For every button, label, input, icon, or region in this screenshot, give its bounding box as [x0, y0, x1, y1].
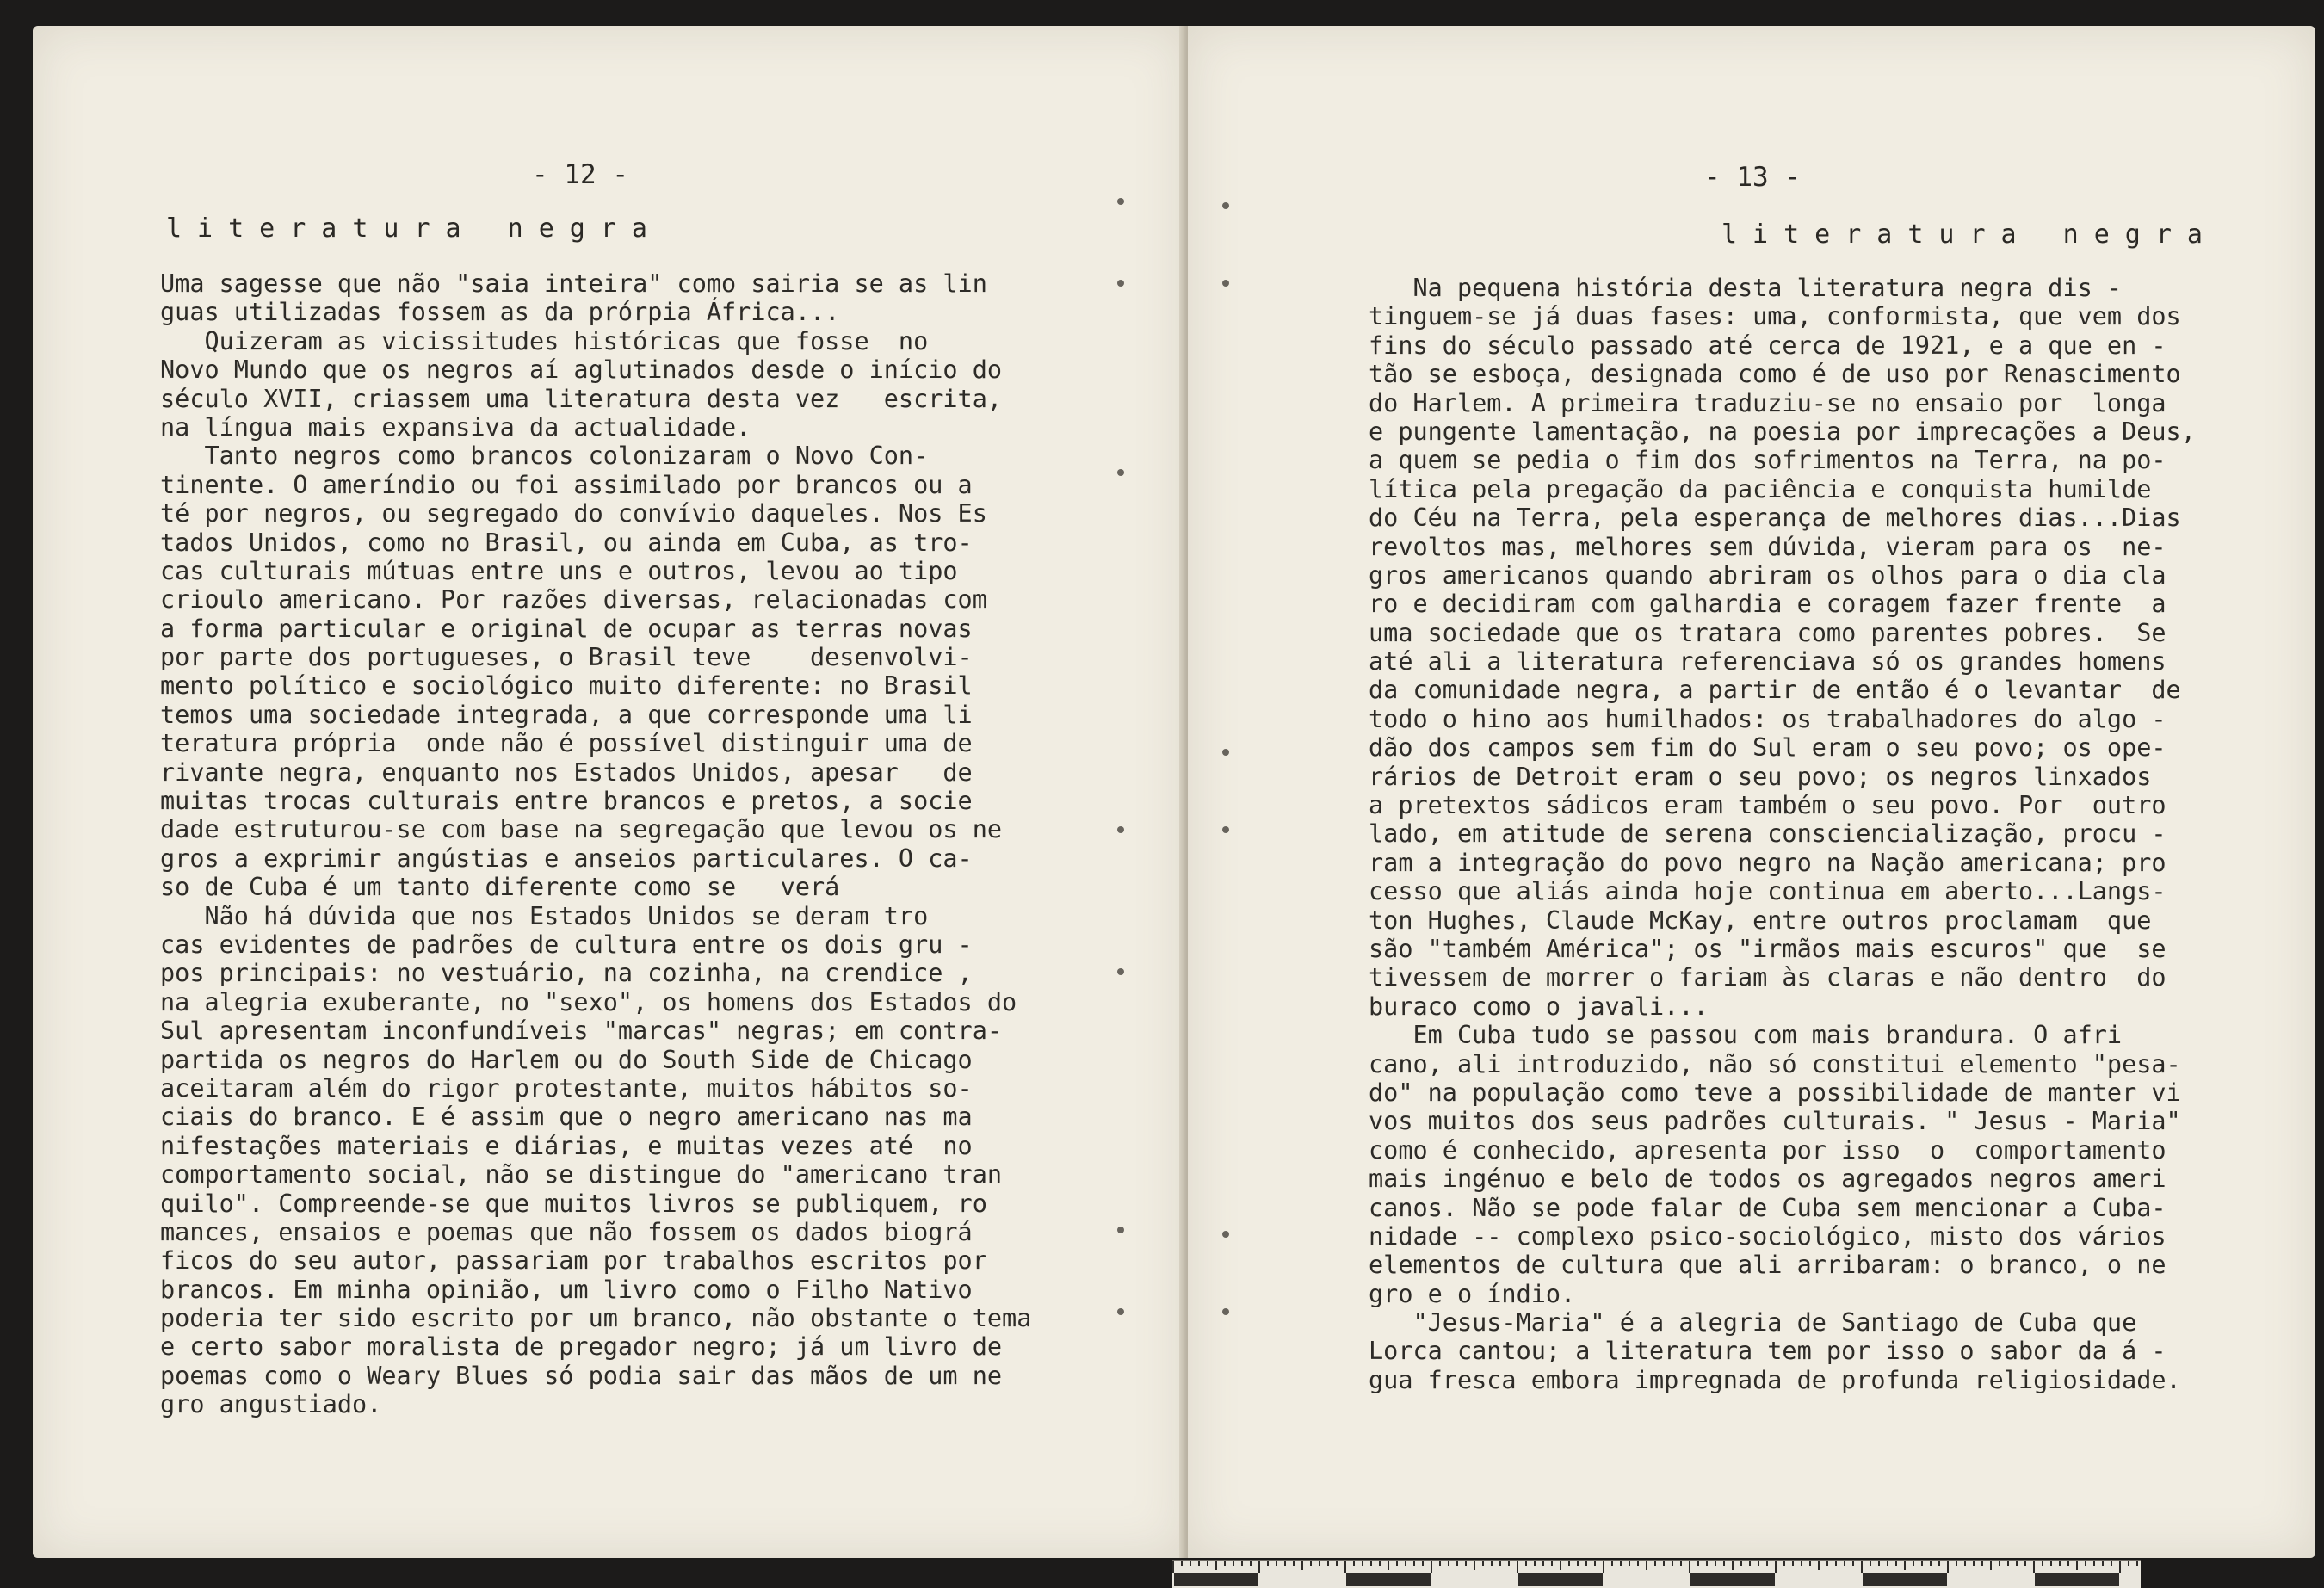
ruler-tick [1388, 1561, 1389, 1570]
ruler-tick [1258, 1561, 1260, 1573]
ruler-tick [1895, 1561, 1897, 1566]
ruler-tick [1319, 1561, 1320, 1566]
ruler-tick [1190, 1561, 1191, 1566]
text-line: dade estruturou-se com base na segregação que levou os ne [160, 815, 1003, 844]
ruler-tick [1620, 1561, 1622, 1566]
ruler-tick [2085, 1561, 2086, 1566]
text-line: partida os negros do Harlem ou do South Side de Chicago [160, 1045, 973, 1074]
ruler-tick [1672, 1561, 1673, 1566]
text-line: são "também América"; os "irmãos mais escuros" que se [1369, 934, 2166, 963]
ruler-tick [1990, 1561, 1992, 1570]
ruler-tick [1689, 1561, 1690, 1573]
ruler-tick [1525, 1561, 1527, 1566]
ruler-tick [1637, 1561, 1639, 1566]
ruler-tick [1594, 1561, 1596, 1566]
text-line: como é conhecido, apresenta por isso o comportamento [1369, 1135, 2166, 1165]
ruler-tick [2016, 1561, 2018, 1566]
text-line: vos muitos dos seus padrões culturais. " Jesus - Maria" [1369, 1107, 2181, 1136]
text-line: temos uma sociedade integrada, a que corresponde uma li [160, 700, 973, 729]
ruler-tick [2024, 1561, 2026, 1566]
ruler-tick [1663, 1561, 1665, 1566]
ruler-tick [1758, 1561, 1759, 1566]
text-line: crioulo americano. Por razões diversas, relacionadas com [160, 585, 987, 615]
text-line: revoltos mas, melhores sem dúvida, vieram para os ne- [1369, 532, 2166, 561]
ruler-tick [2042, 1561, 2043, 1566]
text-line: a quem se pedia o fim dos sofrimentos na Terra, na po- [1369, 446, 2166, 475]
text-line: século XVII, criassem uma literatura desta vez escrita, [160, 384, 1003, 413]
ruler-tick [1439, 1561, 1441, 1566]
text-line: Uma sagesse que não "saia inteira" como sairia se as lin [160, 269, 987, 298]
ruler-tick [1336, 1561, 1338, 1566]
ruler-tick [1964, 1561, 1966, 1566]
ruler-tick [1646, 1561, 1647, 1570]
page-body-text [1369, 274, 2196, 1394]
text-line: todo o hino aos humilhados: os trabalhadores do algo - [1369, 704, 2166, 733]
text-line: poderia ter sido escrito por um branco, não obstante o tema [160, 1304, 1032, 1333]
text-line: do Harlem. A primeira traduziu-se no ensaio por longa [1369, 388, 2166, 417]
ruler-tick [1585, 1561, 1587, 1566]
ruler-tick [1422, 1561, 1424, 1566]
ruler-tick [2119, 1561, 2121, 1573]
page-number: - 13 - [1704, 162, 1801, 193]
ruler-tick [1448, 1561, 1449, 1566]
text-line: nidade -- complexo psico-sociológico, misto dos vários [1369, 1221, 2166, 1251]
ruler-tick [1947, 1561, 1949, 1573]
ruler-tick [1517, 1561, 1518, 1573]
ruler-block [2035, 1573, 2119, 1586]
running-head: literatura negra [166, 213, 663, 244]
ruler-tick [2111, 1561, 2112, 1566]
text-line: do" na população como teve a possibilidade de manter vi [1369, 1078, 2181, 1107]
text-line: uma sociedade que os tratara como parentes pobres. Se [1369, 618, 2166, 647]
ruler-tick [1887, 1561, 1888, 1566]
ruler-tick [1801, 1561, 1802, 1566]
ruler-tick [1826, 1561, 1828, 1566]
ruler-tick [1301, 1561, 1303, 1570]
text-line: cano, ali introduzido, não só constitui elemento "pesa- [1369, 1049, 2181, 1078]
ruler-tick [1715, 1561, 1716, 1566]
text-line: Em Cuba tudo se passou com mais brandura. O afri [1369, 1021, 2123, 1050]
book-spread [26, 26, 2315, 1575]
text-line: da comunidade negra, a partir de então é o levantar de [1369, 676, 2181, 705]
ruler-tick [2050, 1561, 2052, 1566]
text-line: aceitaram além do rigor protestante, muitos hábitos so- [160, 1073, 973, 1103]
text-line: e certo sabor moralista de pregador negro; já um livro de [160, 1332, 1003, 1362]
text-line: Tanto negros como brancos colonizaram o Novo Con- [160, 442, 929, 471]
ruler-tick [1999, 1561, 2000, 1566]
text-line: comportamento social, não se distingue do "americano tran [160, 1160, 1003, 1189]
text-line: cas evidentes de padrões de cultura entre os dois gru - [160, 930, 973, 959]
text-line: teratura própria onde não é possível distinguir uma de [160, 729, 973, 758]
text-line: quilo". Compreende-se que muitos livros se publiquem, ro [160, 1189, 987, 1218]
text-line: ram a integração do povo negro na Nação americana; pro [1369, 848, 2166, 877]
ruler-tick [1267, 1561, 1269, 1566]
text-line: elementos de cultura que ali arribaram: o branco, o ne [1369, 1251, 2166, 1280]
text-line: buraco como o javali... [1369, 992, 1709, 1021]
ruler-tick [2067, 1561, 2069, 1566]
text-line: tivessem de morrer o fariam às claras e não dentro do [1369, 963, 2166, 992]
ruler-tick [1250, 1561, 1252, 1566]
text-line: pos principais: no vestuário, na cozinha, na crendice , [160, 959, 973, 988]
ruler-tick [1611, 1561, 1613, 1566]
ruler-tick [2102, 1561, 2104, 1566]
text-line: gro e o índio. [1369, 1279, 1576, 1308]
ruler-tick [1775, 1561, 1777, 1573]
text-line: por parte dos portugueses, o Brasil teve desenvolvi- [160, 643, 973, 672]
ruler-tick [1766, 1561, 1768, 1566]
ruler-tick [1233, 1561, 1234, 1566]
text-line: cesso que aliás ainda hoje continua em aberto...Langs- [1369, 877, 2166, 906]
text-line: do Céu na Terra, pela esperança de melhores dias...Dias [1369, 504, 2181, 533]
text-line: poemas como o Weary Blues só podia sair das mãos de um ne [160, 1361, 1003, 1390]
ruler-tick [1353, 1561, 1355, 1566]
text-line: até ali a literatura referenciava só os grandes homens [1369, 647, 2166, 677]
ruler-tick [1792, 1561, 1794, 1566]
ruler-tick [1344, 1561, 1346, 1573]
running-head: literatura negra [1721, 219, 2218, 250]
text-line: mais ingénuo e belo de todos os agregados negros ameri [1369, 1165, 2166, 1194]
text-line: gros a exprimir angústias e anseios particulares. O ca- [160, 843, 973, 873]
text-line: so de Cuba é um tanto diferente como se verá [160, 873, 840, 902]
text-line: "Jesus-Maria" é a alegria de Santiago de Cuba que [1369, 1308, 2137, 1338]
ruler-tick [1276, 1561, 1277, 1566]
ruler-tick [1861, 1561, 1863, 1573]
ruler-tick [1560, 1561, 1561, 1570]
ruler-tick [1740, 1561, 1742, 1566]
ruler-block [1863, 1573, 1947, 1586]
text-line: na língua mais expansiva da actualidade. [160, 412, 751, 442]
text-line: ficos do seu autor, passariam por trabalhos escritos por [160, 1246, 987, 1276]
ruler-tick [1930, 1561, 1932, 1566]
text-line: Novo Mundo que os negros aí aglutinados desde o início do [160, 355, 1003, 385]
ruler-block [1690, 1573, 1775, 1586]
ruler-tick [1499, 1561, 1501, 1566]
text-line: a pretextos sádicos eram também o seu povo. Por outro [1369, 791, 2166, 820]
ruler-tick [1241, 1561, 1243, 1566]
ruler-tick [1542, 1561, 1544, 1566]
text-line: Lorca cantou; a literatura tem por isso o sabor da á - [1369, 1337, 2166, 1366]
text-line: gro angustiado. [160, 1390, 382, 1419]
ruler-tick [1603, 1561, 1604, 1573]
text-line: guas utilizadas fossem as da prórpia África... [160, 298, 840, 327]
ruler-tick [2033, 1561, 2035, 1573]
ruler-tick [1207, 1561, 1208, 1566]
ruler-tick [2059, 1561, 2061, 1566]
ruler-tick [2093, 1561, 2095, 1566]
ruler-tick [1697, 1561, 1699, 1566]
text-line: Sul apresentam inconfundíveis "marcas" negras; em contra- [160, 1016, 1003, 1046]
ruler-tick [1577, 1561, 1579, 1566]
text-line: nifestações materiais e diárias, e muitas vezes até no [160, 1131, 973, 1160]
text-line: tados Unidos, como no Brasil, ou ainda em Cuba, as tro- [160, 528, 973, 557]
ruler-block [1518, 1573, 1603, 1586]
ruler-tick [1749, 1561, 1751, 1566]
right-page [1188, 26, 2315, 1558]
ruler-tick [1474, 1561, 1475, 1570]
ruler-tick [1482, 1561, 1484, 1566]
ruler-tick [1921, 1561, 1923, 1566]
ruler-tick [1370, 1561, 1372, 1566]
ruler-tick [1284, 1561, 1286, 1566]
text-line: tinente. O ameríndio ou foi assimilado por brancos ou a [160, 470, 973, 499]
ruler-tick [1310, 1561, 1312, 1566]
ruler-tick [1327, 1561, 1329, 1566]
text-line: ciais do branco. E é assim que o negro americano nas ma [160, 1103, 973, 1132]
text-line: té por negros, ou segregado do convívio daqueles. Nos Es [160, 499, 987, 528]
ruler-tick [1456, 1561, 1458, 1566]
ruler-tick [1818, 1561, 1820, 1570]
left-page [33, 26, 1186, 1558]
ruler-tick [1568, 1561, 1570, 1566]
ruler-tick [1629, 1561, 1630, 1566]
text-line: rários de Detroit eram o seu povo; os negros linxados [1369, 762, 2152, 791]
ruler-tick [1491, 1561, 1493, 1566]
ruler-tick [1198, 1561, 1200, 1566]
ruler-tick [1904, 1561, 1906, 1570]
ruler-tick [1508, 1561, 1510, 1566]
ruler-tick [1172, 1561, 1174, 1573]
text-line: brancos. Em minha opinião, um livro como o Filho Nativo [160, 1275, 973, 1304]
text-line: gua fresca embora impregnada de profunda religiosidade. [1369, 1365, 2181, 1394]
text-line: tão se esboça, designada como é de uso por Renascimento [1369, 360, 2181, 389]
text-line: mento político e sociológico muito diferente: no Brasil [160, 671, 973, 701]
text-line: Na pequena história desta literatura negra dis - [1369, 274, 2123, 302]
ruler-tick [1465, 1561, 1467, 1566]
ruler-tick [1723, 1561, 1725, 1566]
ruler-tick [1956, 1561, 1957, 1566]
ruler-tick [1783, 1561, 1785, 1566]
text-line: canos. Não se pode falar de Cuba sem mencionar a Cuba- [1369, 1193, 2166, 1222]
ruler-tick [1405, 1561, 1406, 1566]
ruler-tick [1181, 1561, 1183, 1566]
ruler-tick [1844, 1561, 1845, 1566]
ruler-tick [1938, 1561, 1940, 1566]
text-line: a forma particular e original de ocupar as terras novas [160, 614, 973, 643]
text-line: dão dos campos sem fim do Sul eram o seu povo; os ope- [1369, 733, 2166, 763]
ruler-tick [1835, 1561, 1837, 1566]
ruler-tick [1981, 1561, 1983, 1566]
ruler-tick [1413, 1561, 1415, 1566]
ruler-tick [1706, 1561, 1708, 1566]
text-line: gros americanos quando abriram os olhos para o dia cla [1369, 560, 2166, 590]
ruler-tick [1224, 1561, 1226, 1566]
text-line: fins do século passado até cerca de 1921, e a que en - [1369, 331, 2166, 360]
ruler-tick [1396, 1561, 1398, 1566]
ruler-tick [2076, 1561, 2078, 1570]
ruler-tick [1654, 1561, 1656, 1566]
ruler-tick [1680, 1561, 1682, 1566]
ruler-tick [1913, 1561, 1914, 1566]
text-line: Não há dúvida que nos Estados Unidos se deram tro [160, 901, 929, 930]
ruler-tick [2007, 1561, 2009, 1566]
ruler-tick [1809, 1561, 1811, 1566]
text-line: muitas trocas culturais entre brancos e pretos, a socie [160, 787, 973, 816]
text-line: e pungente lamentação, na poesia por imprecações a Deus, [1369, 417, 2196, 446]
text-line: mances, ensaios e poemas que não fossem os dados biográ [160, 1217, 973, 1246]
ruler-tick [2128, 1561, 2129, 1566]
ruler-tick [1878, 1561, 1880, 1566]
text-line: lado, em atitude de serena consciencialização, procu - [1369, 819, 2166, 849]
ruler-tick [1362, 1561, 1363, 1566]
ruler-tick [1379, 1561, 1381, 1566]
ruler-tick [1534, 1561, 1536, 1566]
ruler-tick [1293, 1561, 1295, 1566]
text-line: cas culturais mútuas entre uns e outros, levou ao tipo [160, 556, 958, 585]
text-line: rivante negra, enquanto nos Estados Unidos, apesar de [160, 757, 973, 787]
ruler-tick [1973, 1561, 1975, 1566]
text-line: na alegria exuberante, no "sexo", os homens dos Estados do [160, 987, 1017, 1016]
ruler-tick [2136, 1561, 2138, 1566]
ruler-tick [1870, 1561, 1871, 1566]
text-line: lítica pela pregação da paciência e conquista humilde [1369, 474, 2152, 504]
ruler-block [1174, 1573, 1258, 1586]
text-line: tinguem-se já duas fases: uma, conformista, que vem dos [1369, 302, 2181, 331]
page-number: - 12 - [532, 159, 628, 190]
ruler-tick [1852, 1561, 1854, 1566]
ruler-block [1346, 1573, 1431, 1586]
text-line: ton Hughes, Claude McKay, entre outros proclamam que [1369, 905, 2152, 935]
page-body-text [160, 269, 1031, 1419]
text-line: Quizeram as vicissitudes históricas que fosse no [160, 326, 929, 355]
text-line: ro e decidiram com galhardia e coragem fazer frente a [1369, 590, 2166, 619]
scale-ruler [1172, 1560, 2141, 1588]
ruler-tick [1732, 1561, 1734, 1570]
ruler-tick [1215, 1561, 1217, 1570]
ruler-tick [1431, 1561, 1432, 1573]
ruler-tick [1551, 1561, 1553, 1566]
